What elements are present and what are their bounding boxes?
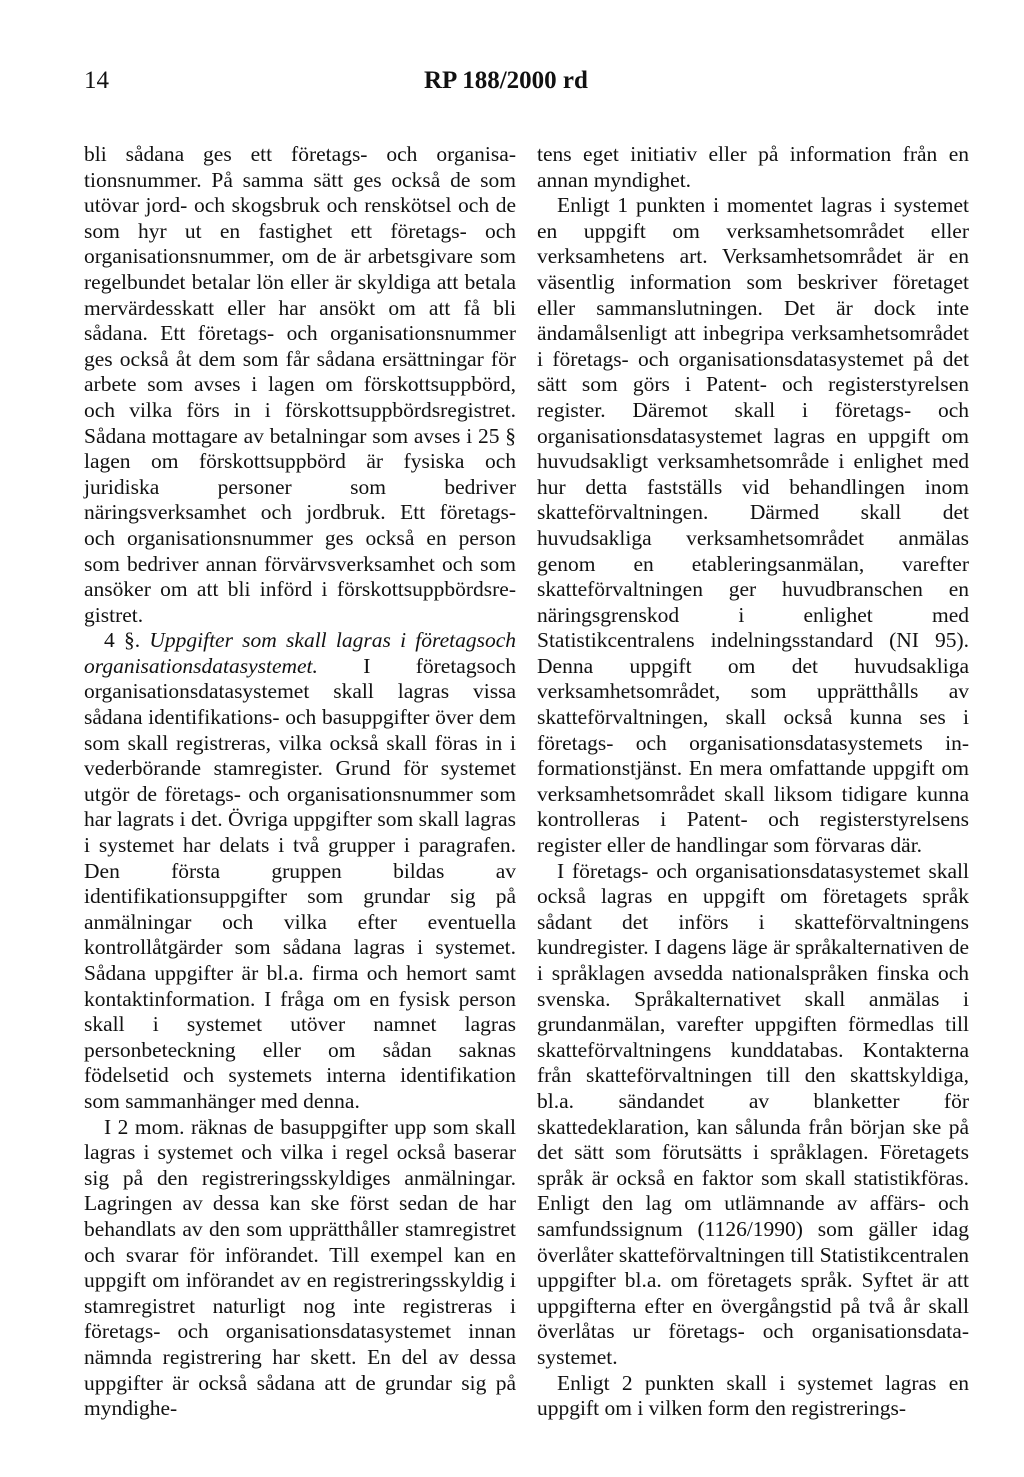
page-number: 14 (84, 67, 109, 94)
right-paragraph-1: tens eget initiativ eller på information från en annan myndighet. (537, 142, 969, 192)
right-paragraph-4: Enligt 2 punkten skall i systemet lagras en uppgift om i vilken form den registrerings- (537, 1370, 969, 1421)
left-paragraph-2 (84, 628, 516, 1114)
right-paragraph-3: I företags- och organisationsdatasystemet skall också lagras en uppgift om företagets språk sådant det införs i skatteförvaltningens kundregister. I dagens läge är språkalternativen de i språklagen avsedda nationalspråken finska och svenska. Språkalternativet skall anmälas i grundanmälan, varefter uppgiften förmedlas till skatteförvaltningens kunddatabas. Kontakterna från skatteförvaltningen till den skattskyldiga, bl.a. sändandet av blanketter för skattedeklaration, kan sålunda från början ske på det sätt som förutsätts i språklagen. Företagets språk är också en faktor som skall statistikföras. Enligt den lag om utlämnande av affärs- och samfundssignum (1126/1990) som gäller idag överlåter skatteförvaltningen till Statistikcentralen uppgifter bl.a. om företagets språk. Syftet är att uppgifterna efter en övergångstid på två år skall överlåtas ur företags- och organisationsdatasystemet. (537, 858, 969, 1369)
right-paragraph-2: Enligt 1 punkten i momentet lagras i systemet en uppgift om verksamhetsområdet eller verksamhetens art. Verksamhetsområdet är en väsentlig information som beskriver företaget eller sammanslutningen. Det är dock inte ändamålsenligt att inbegripa verksamhetsområdet i företags- och organisationsdatasystemet på det sätt som görs i Patent- och registerstyrelsen register. Däremot skall i företags- och organisationsdatasystemet lagras en uppgift om huvudsakligt verksamhetsområde i enlighet med hur detta fastställs vid behandlingen inom skatteförvaltningen. Därmed skall det huvudsakliga verksamhetsområdet anmälas genom en etableringsanmälan, varefter skatteförvaltningen ger huvudbranschen en näringsgrenskod i enlighet med Statistikcentralens indelningsstandard (NI 95). Denna uppgift om det huvudsakliga verksamhetsområdet, som upprätthålls av skatteförvaltningen, skall också kunna ses i företags- och organisationsdatasystemets informationstjänst. En mera omfattande uppgift om verksamhetsområdet skall liksom tidigare kunna kontrolleras i Patent- och registerstyrelsens register eller de handlingar som förvaras där. (537, 193, 969, 858)
left-paragraph-3: I 2 mom. räknas de basuppgifter upp som skall lagras i systemet och vilka i regel också baserar sig på den registreringsskyldiges anmälningar. Lagringen av dessa kan ske först sedan de har behandlats av den som upprätthåller stamregistret och svarar för införandet. Till exempel kan en uppgift om införandet av en registreringsskyldig i stamregistret naturligt nog inte registreras i företags- och organisationsdatasystemet innan nämnda registrering har skett. En del av dessa uppgifter är också sådana att de grundar sig på myndighe- (84, 1114, 516, 1421)
section-number: 4 §. (104, 628, 141, 653)
left-paragraph-1: bli sådana ges ett företags- och organisationsnummer. På samma sätt ges också de som utövar jord- och skogsbruk och renskötsel och de som hyr ut en fastighet ett företags- och organisationsnummer, om de är arbetsgivare som regelbundet betalar lön eller är skyldiga att betala mervärdesskatt eller har ansökt om att få bli sådana. Ett företags- och organisationsnummer ges också åt dem som får sådana ersättningar för arbete som avses i lagen om förskottsuppbörd, och vilka förs in i förskottsuppbördsregistret. Sådana mottagare av betalningar som avses i 25 § lagen om förskottsuppbörd är fysiska och juridiska personer som bedriver näringsverksamhet och jordbruk. Ett företags- och organisationsnummer ges också en person som bedriver annan förvärvsverksamhet och som ansöker om att bli införd i förskottsuppbördsregistret. (84, 142, 516, 627)
right-column (537, 142, 969, 1422)
document-reference: RP 188/2000 rd (424, 67, 588, 94)
section-heading: Uppgifter som skall lagras i företagsoch organisationsdatasystemet. (84, 628, 516, 678)
left-column (84, 142, 516, 1422)
section-body: I företagsoch organisationsdatasystemet skall lagras vissa sådana identifikations- och basuppgifter över dem som skall registreras, vilka också skall föras in i vederbörande stamregister. Grund för systemet utgör de företags- och organisationsnummer som har lagrats i det. Övriga uppgifter som skall lagras i systemet har delats i två grupper i paragrafen. Den första gruppen bildas av identifikationsuppgifter som grundar sig på anmälningar och vilka efter eventuella kontrollåtgärder som sådana lagras i systemet. Sådana uppgifter är bl.a. firma och hemort samt kontaktinformation. I fråga om en fysisk person skall i systemet utöver namnet lagras personbeteckning eller om sådan saknas födelsetid och systemets interna identifikation som sammanhänger med denna. (84, 653, 516, 1113)
